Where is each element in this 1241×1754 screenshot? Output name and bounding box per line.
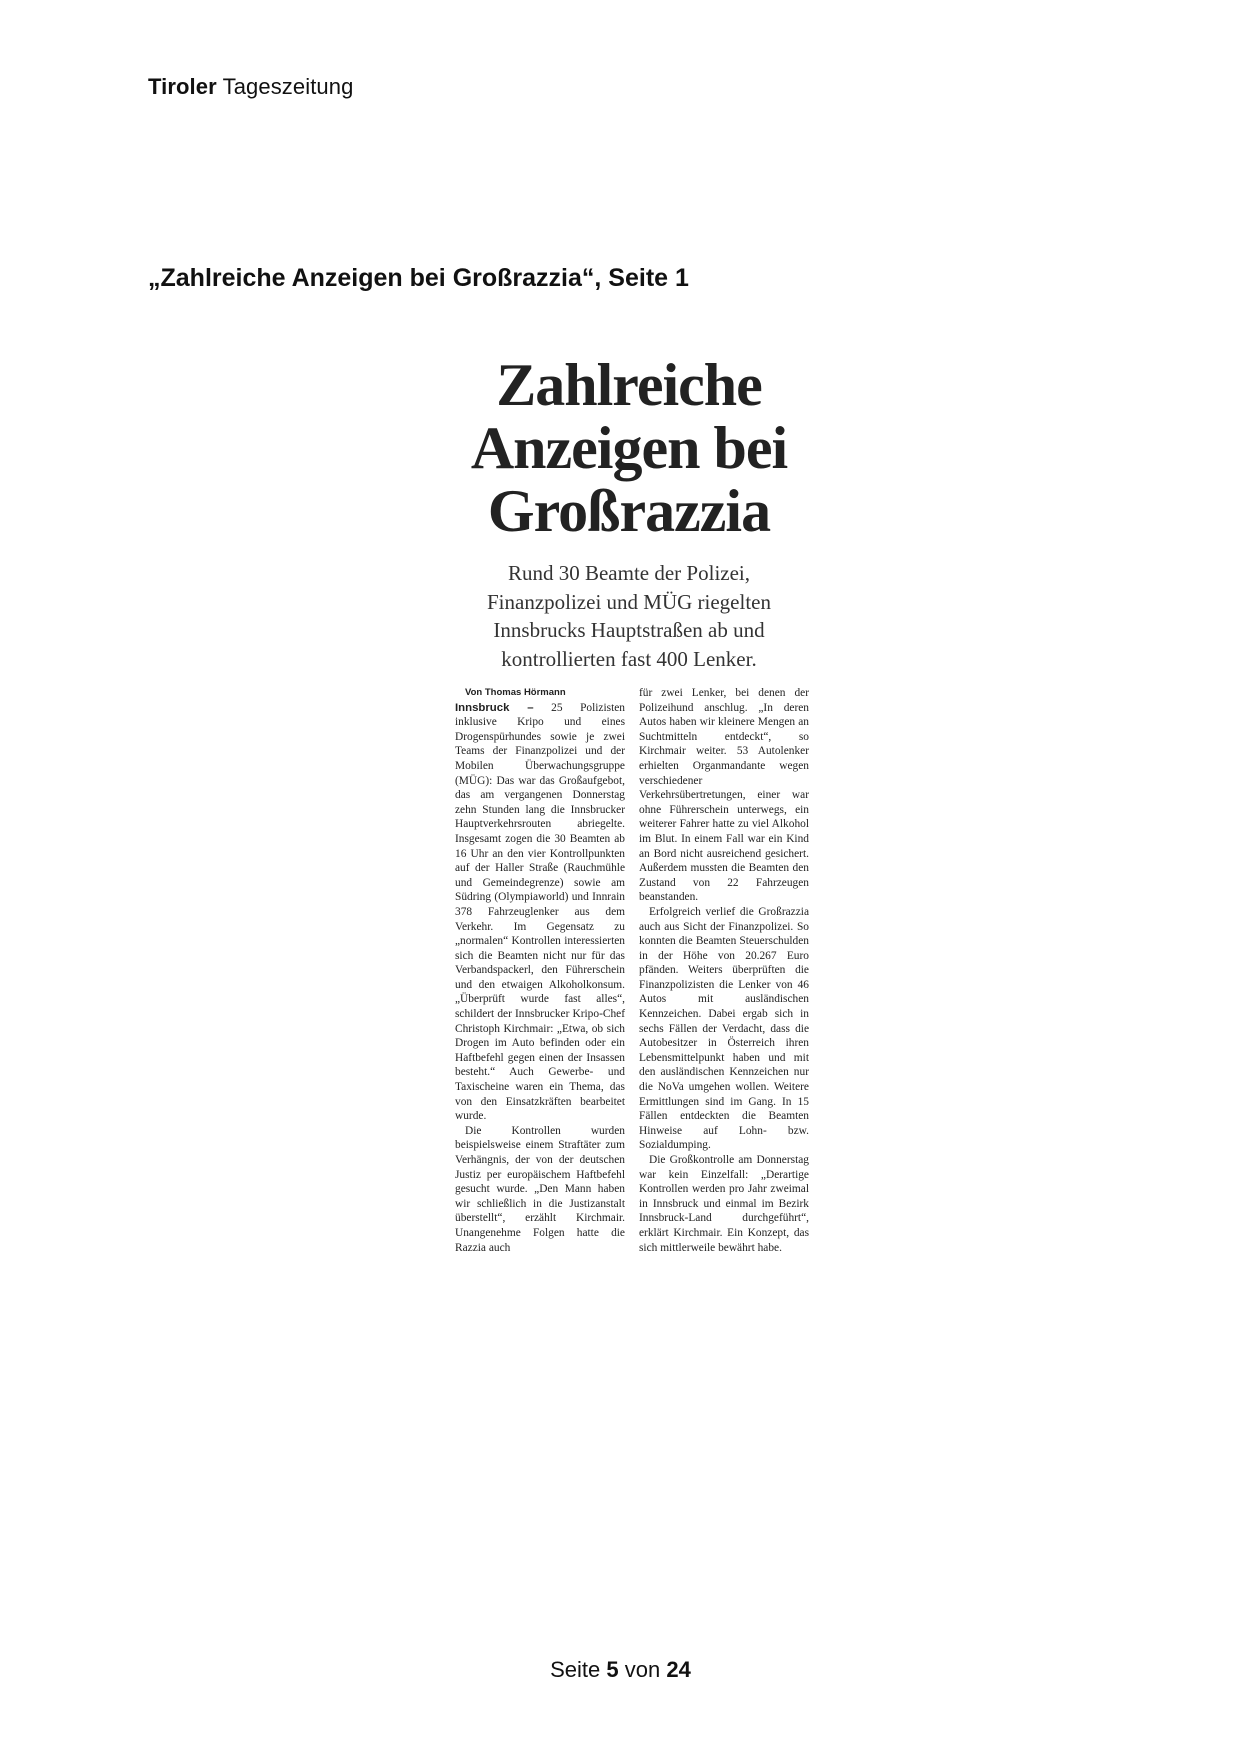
body-paragraph — [455, 701, 625, 1124]
headline-line: Zahlreiche — [496, 352, 762, 418]
byline: Von Thomas Hörmann — [465, 687, 566, 698]
newspaper-name — [148, 74, 353, 100]
total-pages: 24 — [666, 1657, 691, 1682]
article-column-2 — [639, 686, 809, 1255]
headline-line: Großrazzia — [487, 478, 771, 544]
newspaper-name-bold: Tiroler — [148, 74, 217, 99]
body-paragraph: Die Großkontrolle am Donnerstag war kein Einzelfall: „Derartige Kontrollen werden pro Jahr zweimal in Innsbruck und einmal im Bezirk Innsbruck-Land durchgeführt“, erklärt Kirchmair. Ein Konzept, das sich mittlerweile bewährt habe. — [639, 1154, 809, 1254]
newspaper-clipping — [448, 354, 810, 1364]
article-reference-title: „Zahlreiche Anzeigen bei Großrazzia“, Seite 1 — [148, 264, 689, 292]
subtitle-line: kontrollierten fast 400 Lenker. — [501, 646, 757, 671]
article-column-1 — [455, 686, 625, 1255]
subtitle-line: Innsbrucks Hauptstraßen ab und — [493, 618, 765, 642]
page-label: Seite — [550, 1657, 601, 1682]
headline-line: Anzeigen bei — [470, 415, 788, 481]
subtitle-line: Rund 30 Beamte der Polizei, — [507, 561, 751, 585]
page-of-label: von — [624, 1657, 661, 1682]
body-paragraph: Die Kontrollen wurden beispielsweise einem Straftäter zum Verhängnis, der von der deutschen Justiz per europäischem Haftbefehl gesucht wurde. „Den Mann haben wir schließlich in die Justizanstalt überstellt“, erzählt Kirchmair. Unangenehme Folgen hatte die Razzia auch — [455, 1124, 625, 1254]
article-body — [455, 686, 809, 1255]
body-paragraph-text: 25 Polizisten inklusive Kripo und eines Drogenspürhundes sowie je zwei Teams der Finanzpolizei und der Mobilen Überwachungsgruppe (MÜG): Das war das Großaufgebot, das am vergangenen Donnerstag zehn Stunden lang die Innsbrucker Hauptverkehrsrouten abriegelte. Insgesamt zogen die 30 Beamten ab 16 Uhr an den vier Kontrollpunkten auf der Haller Straße (Rauchmühle und Gemeindegrenze) sowie am Südring (Olympiaworld) und Innrain 378 Fahrzeuglenker aus dem Verkehr. Im Gegensatz zu „normalen“ Kontrollen interessierten sich die Beamten nicht nur für das Verbandspackerl, den Führerschein und den etwaigen Alkoholkonsum. „Überprüft wurde fast alles“, schildert der Innsbrucker Kripo-Chef Christoph Kirchmair: „Etwa, ob sich Drogen im Auto befinden oder ein Haftbefehl gegen einen der Insassen besteht.“ Auch Gewerbe- und Taxischeine waren ein Thema, das von den Einsatzkräften bearbeitet wurde. — [455, 701, 626, 1123]
page-number — [0, 1657, 1241, 1683]
dateline: Innsbruck – — [455, 701, 534, 714]
current-page: 5 — [606, 1657, 619, 1682]
subtitle-line: Finanzpolizei und MÜG riegelten — [486, 589, 771, 614]
body-paragraph: für zwei Lenker, bei denen der Polizeihund anschlug. „In deren Autos haben wir kleinere Mengen an Suchtmitteln entdeckt“, so Kirchmair weiter. 53 Autolenker erhielten Organmandante wegen verschiedener Verkehrsübertretungen, einer war ohne Führerschein unterwegs, ein weiterer Fahrer hatte zu viel Alkohol im Blut. In einem Fall war ein Kind an Bord nicht ausreichend gesichert. Außerdem mussten die Beamten den Zustand von 22 Fahrzeugen beanstanden. — [639, 687, 809, 904]
article-subtitle — [448, 559, 810, 673]
newspaper-name-rest: Tageszeitung — [222, 74, 354, 99]
article-headline — [448, 354, 810, 543]
body-paragraph: Erfolgreich verlief die Großrazzia auch aus Sicht der Finanzpolizei. So konnten die Beamten Steuerschulden in der Höhe von 20.267 Euro pfänden. Weiters überprüften die Finanzpolizisten die Lenker von 46 Autos mit ausländischen Kennzeichen. Dabei ergab sich in sechs Fällen der Verdacht, dass die Autobesitzer in Österreich ihren Lebensmittelpunkt haben und mit den ausländischen Kennzeichen nur die NoVa umgehen wollen. Weitere Ermittlungen sind im Gang. In 15 Fällen entdeckten die Beamten Hinweise auf Lohn- bzw. Sozialdumping. — [639, 905, 809, 1152]
